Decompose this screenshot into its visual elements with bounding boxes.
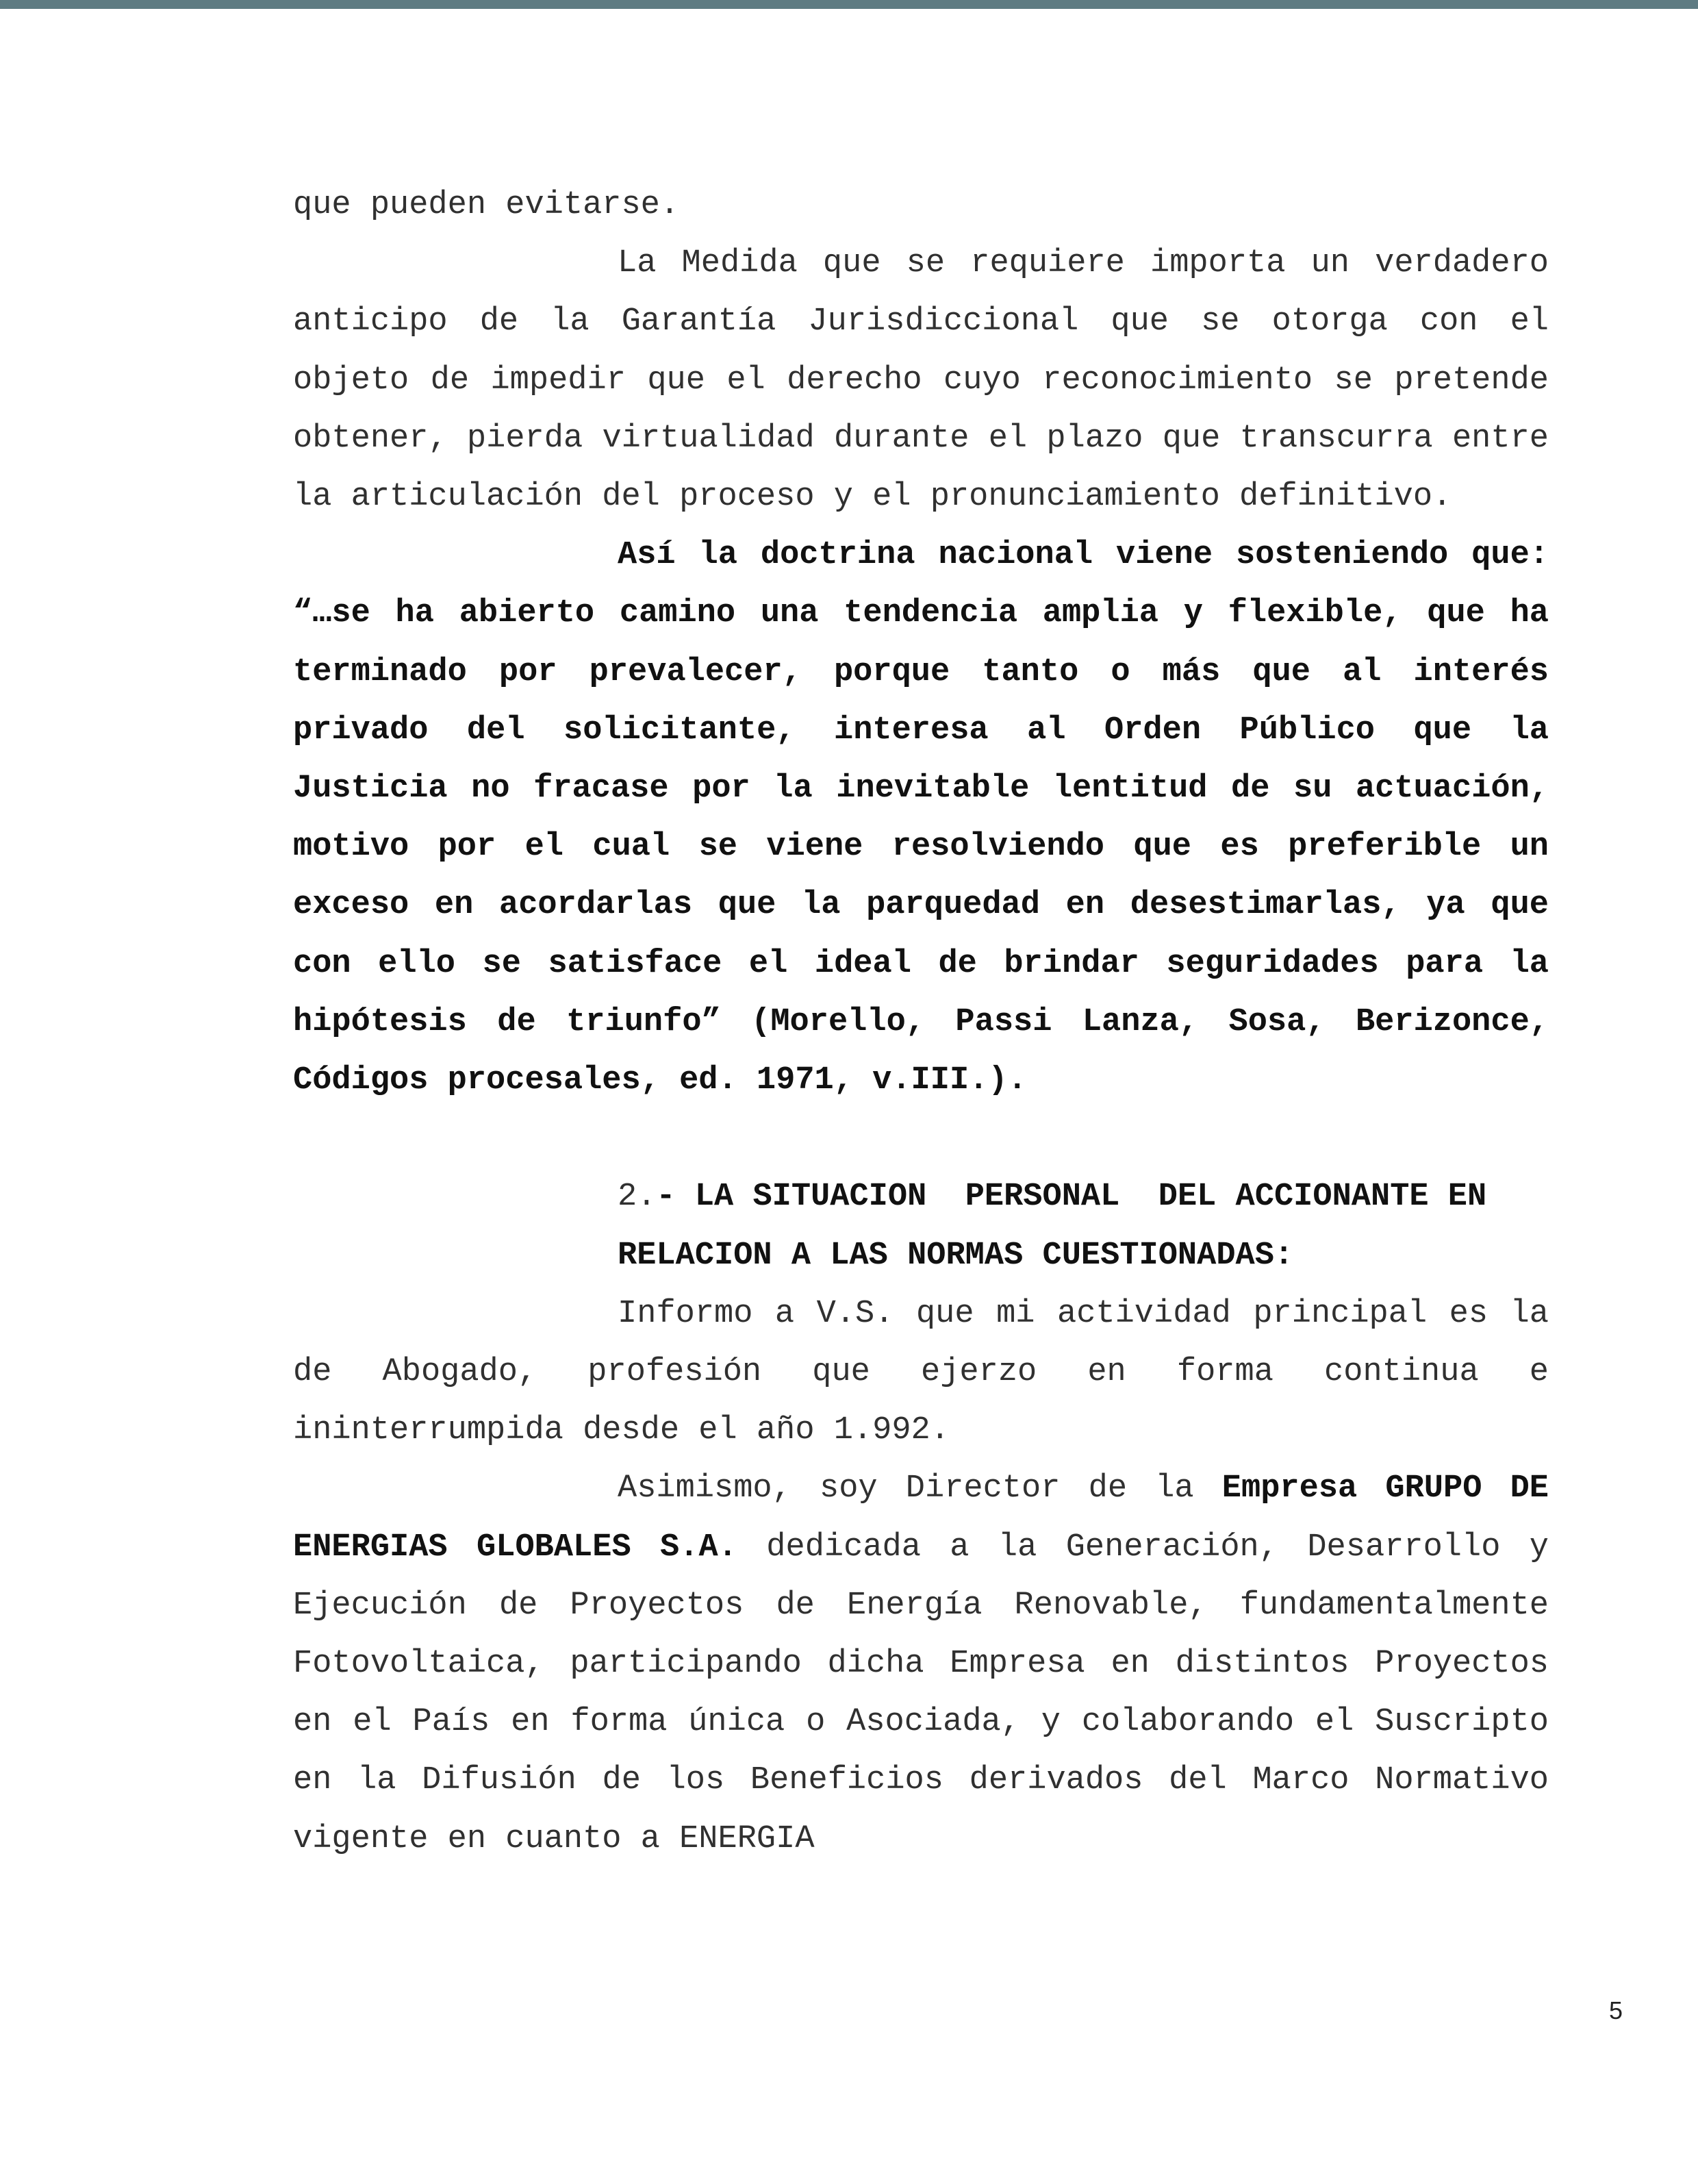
paragraph-spacer (293, 1109, 1549, 1168)
paragraph-director-lead: Asimismo, soy Director de la (618, 1470, 1222, 1507)
page-number: 5 (1608, 1996, 1623, 2024)
section-heading (618, 1168, 1549, 1284)
paragraph-medida: La Medida que se requiere importa un verdadero anticipo de la Garantía Jurisdiccional que se otorga con el objeto de impedir que el derecho cuyo reconocimiento se pretende obtener, pierda virtualidad durante el plazo que transcurra entre la articulación del proceso y el pronunciamiento definitivo. (293, 245, 1549, 516)
company-name: Empresa GRUPO DE ENERGIAS GLOBALES S.A. (293, 1470, 1549, 1566)
paragraph-director-rest: dedicada a la Generación, Desarrollo y Ejecución de Proyectos de Energía Renovable, fundamentalmente Fotovoltaica, participando dicha Empresa en distintos Proyectos en el País en forma única o Asociada, y colaborando el Suscripto en la Difusión de los Beneficios derivados del Marco Normativo vigente en cuanto a ENERGIA (293, 1529, 1549, 1857)
paragraph-actividad: Informo a V.S. que mi actividad principal es la de Abogado, profesión que ejerzo en forma continua e ininterrumpida desde el año 1.992. (293, 1295, 1549, 1449)
top-accent-bar (0, 0, 1698, 9)
section-heading-line2: RELACION A LAS NORMAS CUESTIONADAS: (618, 1237, 1294, 1274)
paragraph-doctrina-quote: Así la doctrina nacional viene sosteniendo que: “…se ha abierto camino una tendencia amplia y flexible, que ha terminado por prevalecer, porque tanto o más que al interés privado del solicitante, interesa al Orden Público que la Justicia no fracase por la inevitable lentitud de su actuación, motivo por el cual se viene resolviendo que es preferible un exceso en acordarlas que la parquedad en desestimarlas, ya que con ello se satisface el ideal de brindar seguridades para la hipótesis de triunfo” (Morello, Passi Lanza, Sosa, Berizonce, Códigos procesales, ed. 1971, v.III.). (293, 537, 1549, 1099)
paragraph-continuation: que pueden evitarse. (293, 187, 680, 223)
section-heading-line1: - LA SITUACION PERSONAL DEL ACCIONANTE EN (656, 1179, 1487, 1216)
paragraph-director (293, 1459, 1549, 1868)
document-body (293, 176, 1549, 1868)
section-number: 2. (618, 1179, 657, 1216)
